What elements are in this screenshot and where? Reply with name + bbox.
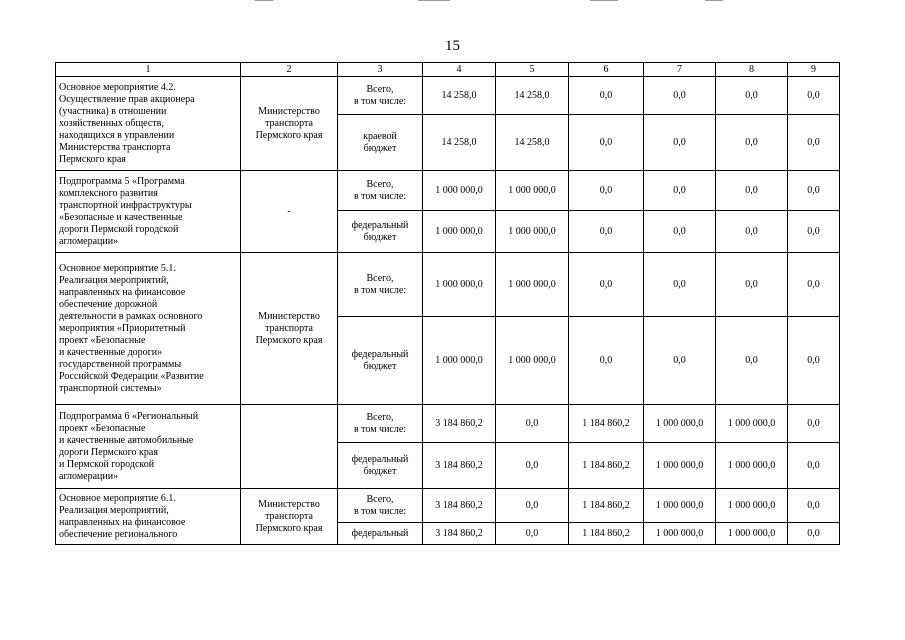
column-header: 7 <box>644 63 716 77</box>
funding-source <box>338 211 423 253</box>
text-line: Министерства транспорта <box>59 141 171 153</box>
activity-name <box>56 171 241 253</box>
text-line: Подпрограмма 5 «Программа <box>59 175 185 187</box>
amount-cell: 14 258,0 <box>423 115 496 171</box>
amount-cell: 1 000 000,0 <box>496 211 569 253</box>
column-numbers-row <box>56 63 840 77</box>
amount-cell: 0,0 <box>788 443 840 489</box>
amount-cell: 0,0 <box>644 317 716 405</box>
amount-cell: 1 184 860,2 <box>569 489 644 523</box>
column-header: 8 <box>716 63 788 77</box>
amount-cell: 3 184 860,2 <box>423 489 496 523</box>
scan-artifact <box>255 0 273 1</box>
amount-cell: 0,0 <box>716 253 788 317</box>
amount-cell: 14 258,0 <box>496 77 569 115</box>
text-line: краевой <box>363 130 397 142</box>
amount-cell: 0,0 <box>716 211 788 253</box>
text-line: дороги Пермского края <box>59 446 158 458</box>
text-line: Всего, <box>366 178 394 190</box>
amount-cell: 0,0 <box>788 115 840 171</box>
text-line: Всего, <box>366 83 394 95</box>
text-line: проект «Безопасные <box>59 422 146 434</box>
table-row <box>56 77 840 115</box>
text-line: Подпрограмма 6 «Региональный <box>59 410 199 422</box>
text-line: Основное мероприятие 4.2. <box>59 81 176 93</box>
amount-cell: 0,0 <box>644 77 716 115</box>
table-row <box>56 489 840 523</box>
amount-cell: 1 000 000,0 <box>423 171 496 211</box>
text-line: проект «Безопасные <box>59 334 146 346</box>
executor <box>241 171 338 253</box>
amount-cell: 1 000 000,0 <box>496 317 569 405</box>
text-line: Министерство <box>258 498 320 510</box>
text-line: государственной программы <box>59 358 182 370</box>
table-row <box>56 253 840 317</box>
amount-cell: 1 000 000,0 <box>716 405 788 443</box>
funding-source <box>338 317 423 405</box>
text-line: бюджет <box>363 360 397 372</box>
text-line: (участника) в отношении <box>59 105 167 117</box>
amount-cell: 0,0 <box>644 253 716 317</box>
amount-cell: 0,0 <box>496 489 569 523</box>
amount-cell: 0,0 <box>788 405 840 443</box>
text-line: Всего, <box>366 411 394 423</box>
activity-name <box>56 489 241 545</box>
text-line: деятельности в рамках основного <box>59 310 203 322</box>
scan-artifact <box>590 0 618 1</box>
text-line: в том числе: <box>353 423 407 435</box>
amount-cell: 0,0 <box>496 405 569 443</box>
text-line: и качественные дороги» <box>59 346 163 358</box>
text-line: Реализация мероприятий, <box>59 504 169 516</box>
amount-cell: 1 000 000,0 <box>496 171 569 211</box>
text-line: в том числе: <box>353 190 407 202</box>
column-header: 1 <box>56 63 241 77</box>
funding-source <box>338 77 423 115</box>
text-line: обеспечение регионального <box>59 528 178 540</box>
column-header: 4 <box>423 63 496 77</box>
amount-cell: 0,0 <box>788 171 840 211</box>
text-line: Пермского края <box>255 334 323 346</box>
amount-cell: 0,0 <box>569 317 644 405</box>
column-header: 9 <box>788 63 840 77</box>
amount-cell: 1 000 000,0 <box>716 443 788 489</box>
amount-cell: 3 184 860,2 <box>423 443 496 489</box>
amount-cell: 14 258,0 <box>423 77 496 115</box>
text-line: транспорта <box>265 510 313 522</box>
text-line: комплексного развития <box>59 187 158 199</box>
text-line: в том числе: <box>353 505 407 517</box>
text-line: Основное мероприятие 5.1. <box>59 262 176 274</box>
amount-cell: 1 000 000,0 <box>716 523 788 545</box>
text-line: и качественные автомобильные <box>59 434 194 446</box>
amount-cell: 3 184 860,2 <box>423 405 496 443</box>
amount-cell: 0,0 <box>788 523 840 545</box>
text-line: Всего, <box>366 272 394 284</box>
funding-source <box>338 443 423 489</box>
text-line: находящихся в управлении <box>59 129 175 141</box>
funding-source <box>338 115 423 171</box>
amount-cell: 1 000 000,0 <box>716 489 788 523</box>
amount-cell: 0,0 <box>644 171 716 211</box>
amount-cell: 0,0 <box>716 115 788 171</box>
text-line: транспортной системы» <box>59 382 162 394</box>
amount-cell: 0,0 <box>788 211 840 253</box>
text-line: - <box>287 205 291 217</box>
amount-cell: 1 184 860,2 <box>569 443 644 489</box>
amount-cell: 3 184 860,2 <box>423 523 496 545</box>
executor <box>241 405 338 489</box>
executor <box>241 253 338 405</box>
text-line: агломерации» <box>59 235 119 247</box>
amount-cell: 0,0 <box>788 317 840 405</box>
text-line: Осуществление прав акционера <box>59 93 195 105</box>
text-line: в том числе: <box>353 284 407 296</box>
table-row <box>56 405 840 443</box>
text-line: транспортной инфраструктуры <box>59 199 192 211</box>
amount-cell: 1 000 000,0 <box>644 523 716 545</box>
amount-cell: 14 258,0 <box>496 115 569 171</box>
amount-cell: 0,0 <box>788 77 840 115</box>
amount-cell: 0,0 <box>644 211 716 253</box>
executor <box>241 77 338 171</box>
table-row <box>56 171 840 211</box>
text-line: и Пермской городской <box>59 458 155 470</box>
text-line: федеральный <box>351 219 409 231</box>
amount-cell: 0,0 <box>788 489 840 523</box>
amount-cell: 0,0 <box>496 523 569 545</box>
text-line: Основное мероприятие 6.1. <box>59 492 176 504</box>
text-line: агломерации» <box>59 470 119 482</box>
text-line: федеральный <box>351 527 409 539</box>
text-line: Пермского края <box>59 153 126 165</box>
activity-name <box>56 405 241 489</box>
amount-cell: 0,0 <box>569 171 644 211</box>
text-line: федеральный <box>351 348 409 360</box>
column-header: 3 <box>338 63 423 77</box>
amount-cell: 0,0 <box>569 253 644 317</box>
scan-artifact <box>418 0 450 1</box>
funding-source <box>338 523 423 545</box>
text-line: «Безопасные и качественные <box>59 211 183 223</box>
executor <box>241 489 338 545</box>
text-line: хозяйственных обществ, <box>59 117 164 129</box>
funding-source <box>338 253 423 317</box>
text-line: транспорта <box>265 322 313 334</box>
amount-cell: 1 000 000,0 <box>644 405 716 443</box>
amount-cell: 1 000 000,0 <box>644 443 716 489</box>
text-line: направленных на финансовое <box>59 516 186 528</box>
text-line: Всего, <box>366 493 394 505</box>
text-line: Министерство <box>258 310 320 322</box>
funding-source <box>338 171 423 211</box>
column-header: 2 <box>241 63 338 77</box>
text-line: бюджет <box>363 142 397 154</box>
amount-cell: 0,0 <box>569 115 644 171</box>
text-line: мероприятия «Приоритетный <box>59 322 186 334</box>
text-line: бюджет <box>363 231 397 243</box>
text-line: обеспечение дорожной <box>59 298 158 310</box>
column-header: 6 <box>569 63 644 77</box>
activity-name <box>56 77 241 171</box>
amount-cell: 1 184 860,2 <box>569 405 644 443</box>
text-line: транспорта <box>265 117 313 129</box>
funding-source <box>338 489 423 523</box>
amount-cell: 0,0 <box>569 211 644 253</box>
text-line: Пермского края <box>255 129 323 141</box>
column-header: 5 <box>496 63 569 77</box>
amount-cell: 0,0 <box>496 443 569 489</box>
amount-cell: 1 000 000,0 <box>423 211 496 253</box>
amount-cell: 1 000 000,0 <box>496 253 569 317</box>
amount-cell: 0,0 <box>644 115 716 171</box>
text-line: направленных на финансовое <box>59 286 186 298</box>
amount-cell: 1 000 000,0 <box>423 253 496 317</box>
amount-cell: 1 000 000,0 <box>423 317 496 405</box>
amount-cell: 1 000 000,0 <box>644 489 716 523</box>
amount-cell: 0,0 <box>788 253 840 317</box>
page-number: 15 <box>445 38 460 54</box>
financing-table <box>55 62 840 545</box>
amount-cell: 0,0 <box>716 171 788 211</box>
text-line: Пермского края <box>255 522 323 534</box>
text-line: Министерство <box>258 105 320 117</box>
activity-name <box>56 253 241 405</box>
amount-cell: 0,0 <box>716 317 788 405</box>
scan-artifact <box>705 0 723 1</box>
text-line: Реализация мероприятий, <box>59 274 169 286</box>
text-line: в том числе: <box>353 95 407 107</box>
amount-cell: 0,0 <box>716 77 788 115</box>
amount-cell: 0,0 <box>569 77 644 115</box>
amount-cell: 1 184 860,2 <box>569 523 644 545</box>
text-line: дороги Пермской городской <box>59 223 179 235</box>
text-line: Российской Федерации «Развитие <box>59 370 204 382</box>
text-line: федеральный <box>351 453 409 465</box>
text-line: бюджет <box>363 465 397 477</box>
funding-source <box>338 405 423 443</box>
